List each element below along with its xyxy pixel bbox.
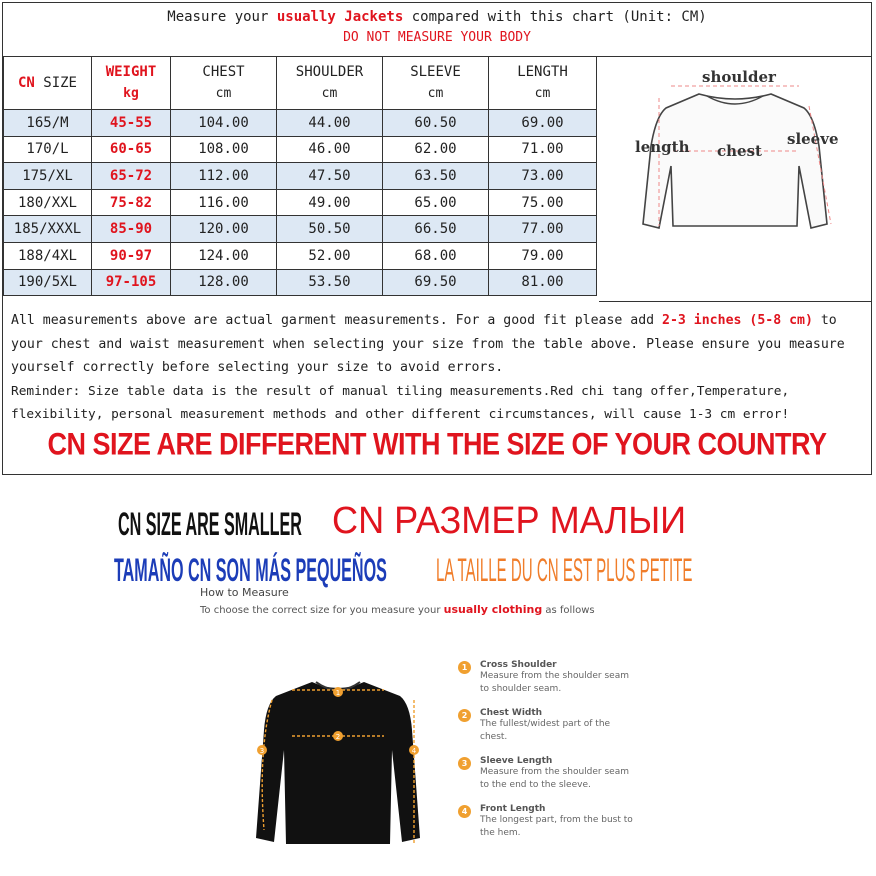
header-instruction: Measure your usually Jackets compared with this chart (Unit: CM): [167, 9, 707, 25]
list-item: 3 Sleeve Length Measure from the shoulder seam to the end to the sleeve.: [458, 756, 688, 792]
header-weight: WEIGHT kg: [92, 57, 171, 110]
table-row: 175/XL 65-72 112.00 47.50 63.50 73.00: [4, 163, 597, 190]
table-row: 180/XXL 75-82 116.00 49.00 65.00 75.00: [4, 189, 597, 216]
chart-header: [3, 3, 871, 57]
reminder-text: Reminder: Size table data is the result of manual tiling measurements.Red chi tang offer,Temperature, flexibility, personal measurement methods and other different circumstances, will cause 1-3 cm error!: [11, 383, 790, 422]
russian-notice: CN РАЗМЕР МАЛЫИ: [332, 500, 687, 542]
measurement-figure: [599, 56, 871, 302]
french-notice: LA TAILLE DU CN EST PLUS PETITE: [436, 551, 693, 589]
shoulder-label: shoulder: [702, 68, 776, 86]
measurement-notes: All measurements above are actual garment measurements. For a good fit please add 2-3 inches (5-8 cm) to your chest and waist measurement when selecting your size from the table above. Please ensure you measure yourself correctly before selecting your size to avoid errors. Reminder: Size table data is the result of manual tiling measurements.Red chi tang offer,Temperature, flexibility, personal measurement methods and other different circumstances, will cause 1-3 cm error!: [11, 313, 845, 422]
header-length: LENGTH cm: [489, 57, 597, 110]
svg-text:3: 3: [259, 747, 265, 755]
table-header-row: [4, 57, 597, 110]
sweater-outline-icon: [599, 56, 871, 302]
step-number-icon: 3: [458, 757, 471, 770]
shirt-diagram-icon: [252, 660, 432, 860]
table-row: 188/4XL 90-97 124.00 52.00 68.00 79.00: [4, 242, 597, 269]
list-item: 1 Cross Shoulder Measure from the shoulder seam to shoulder seam.: [458, 660, 688, 696]
size-table: [3, 56, 597, 296]
header-warning: DO NOT MEASURE YOUR BODY: [343, 30, 531, 45]
spanish-notice: TAMAÑO CN SON MÁS PEQUEÑOS: [114, 551, 387, 589]
svg-text:1: 1: [335, 689, 341, 697]
table-row: 165/M 45-55 104.00 44.00 60.50 69.00: [4, 110, 597, 137]
header-size: CN SIZE: [4, 57, 92, 110]
english-notice: CN SIZE ARE SMALLER: [118, 505, 302, 543]
header-sleeve: SLEEVE cm: [383, 57, 489, 110]
size-chart: [2, 2, 872, 475]
list-item: 4 Front Length The longest part, from the bust to the hem.: [458, 804, 688, 840]
length-label: length: [635, 138, 690, 156]
cn-size-warning: CN SIZE ARE DIFFERENT WITH THE SIZE OF YOUR COUNTRY: [47, 426, 827, 462]
sleeve-label: sleeve: [787, 130, 839, 148]
header-chest: CHEST cm: [171, 57, 277, 110]
table-row: 170/L 60-65 108.00 46.00 62.00 71.00: [4, 136, 597, 163]
svg-text:4: 4: [411, 747, 417, 755]
measure-steps: [458, 660, 688, 852]
add-inches-highlight: 2-3 inches (5-8 cm): [662, 313, 813, 328]
header-highlight: usually Jackets: [276, 9, 404, 25]
step-number-icon: 2: [458, 709, 471, 722]
header-shoulder: SHOULDER cm: [277, 57, 383, 110]
chest-label: chest: [717, 142, 762, 160]
table-row: 185/XXXL 85-90 120.00 50.50 66.50 77.00: [4, 216, 597, 243]
how-to-subtitle: To choose the correct size for you measure your usually clothing as follows: [200, 603, 595, 616]
table-row: 190/5XL 97-105 128.00 53.50 69.50 81.00: [4, 269, 597, 296]
step-number-icon: 1: [458, 661, 471, 674]
list-item: 2 Chest Width The fullest/widest part of the chest.: [458, 708, 688, 744]
how-to-title: How to Measure: [200, 586, 289, 599]
svg-text:2: 2: [335, 733, 341, 741]
step-number-icon: 4: [458, 805, 471, 818]
